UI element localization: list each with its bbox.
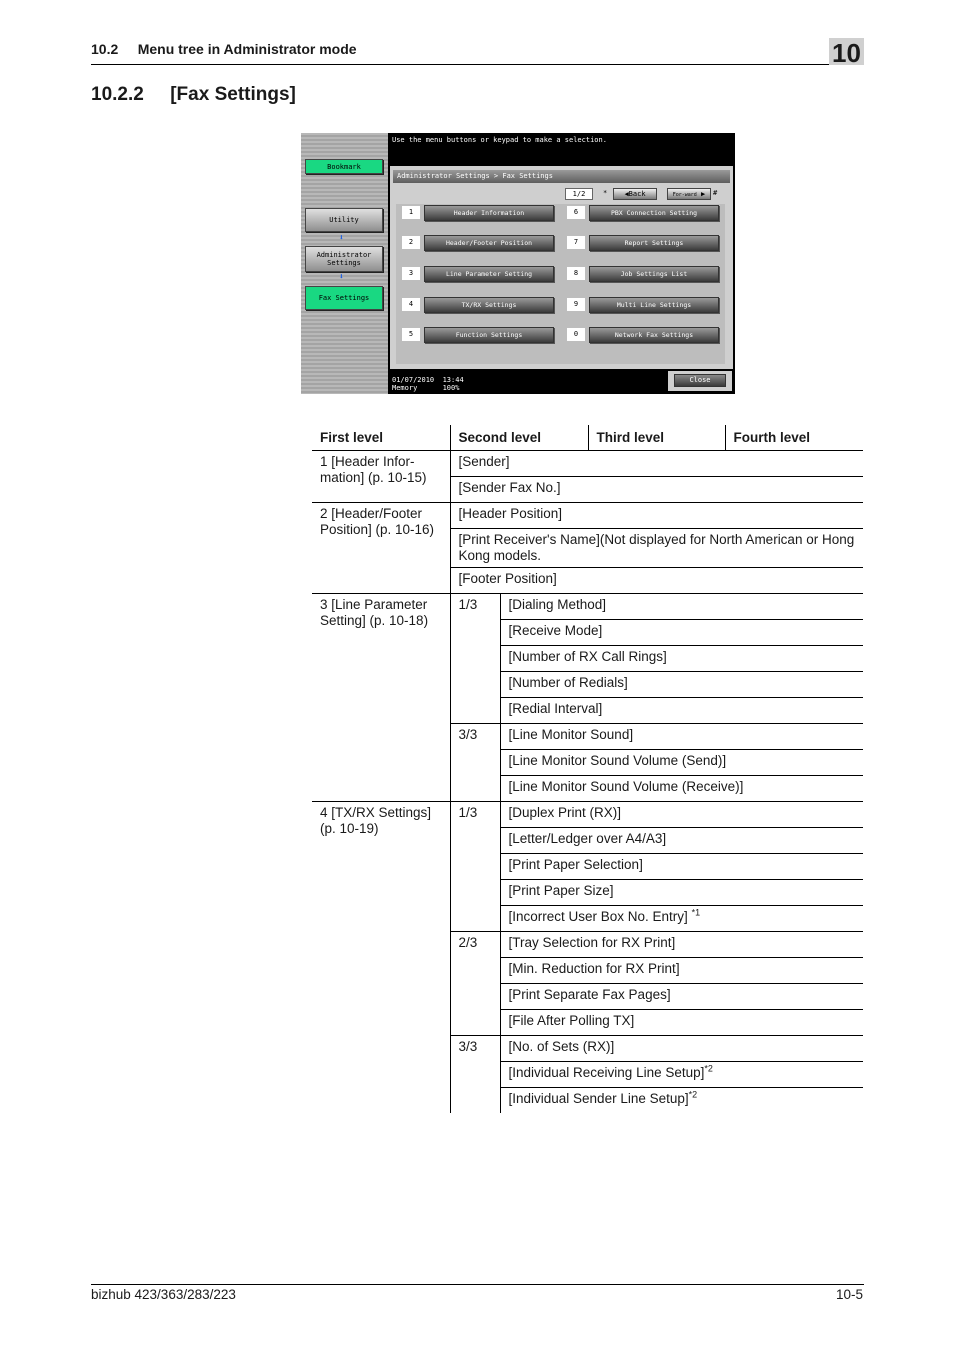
menu-button-network-fax-settings[interactable]: Network Fax Settings [589,327,719,343]
menu-button-tx-rx-settings[interactable]: TX/RX Settings [424,297,554,313]
menu-number: 6 [567,206,585,219]
item-cell: [Redial Interval] [500,698,863,724]
page-cell: 1/3 [450,802,500,932]
bookmark-button[interactable]: Bookmark [305,159,383,174]
section-number: 10.2 [91,41,119,57]
item-cell [500,1062,863,1088]
memory-label: Memory [392,384,418,392]
menu-button-line-parameter-setting[interactable]: Line Parameter Setting [424,266,554,282]
hash-key-icon: # [713,189,718,197]
star-key-icon: * [603,189,608,197]
menu-panel [396,204,725,364]
page-cell: 1/3 [450,594,500,724]
menu-button-header-footer-position[interactable]: Header/Footer Position [424,235,554,251]
fax-settings-button[interactable]: Fax Settings [305,286,383,310]
memory-value: 100% [442,384,460,392]
close-button[interactable]: Close [674,374,726,387]
screen-breadcrumb: Administrator Settings > Fax Settings [393,170,730,183]
item-cell: [Dialing Method] [500,594,863,620]
first-level-cell: 2 [Header/Footer Position] (p. 10-16) [312,503,450,594]
first-level-cell: 1 [Header Infor-mation] (p. 10-15) [312,451,450,503]
status-time: 13:44 [442,376,464,384]
page-cell: 3/3 [450,1036,500,1114]
page-indicator: 1/2 [565,188,593,200]
screen-message: Use the menu buttons or keypad to make a selection. [392,136,607,144]
header-rule [91,64,864,65]
footer-product: bizhub 423/363/283/223 [91,1287,236,1302]
back-label: Back [628,190,646,198]
page-cell: 3/3 [450,724,500,802]
page-title [91,84,296,106]
column-header: Third level [588,425,725,451]
menu-button-report-settings[interactable]: Report Settings [589,235,719,251]
screen-window [390,166,733,369]
menu-number: 8 [567,267,585,280]
second-level-cell: [Print Receiver's Name](Not displayed for North American or Hong Kong models. [450,529,863,568]
footer-page-number: 10-5 [835,1287,863,1302]
menu-button-job-settings-list[interactable]: Job Settings List [589,266,719,282]
column-header: Second level [450,425,588,451]
menu-number: 2 [402,236,420,249]
item-cell: [File After Polling TX] [500,1010,863,1036]
arrow-right-icon: ▶ [701,190,706,198]
section-title: Menu tree in Administrator mode [137,41,357,57]
item-text: [Incorrect User Box No. Entry] [508,909,688,924]
screen-sidebar [301,133,388,394]
item-cell [500,906,863,932]
item-cell: [Tray Selection for RX Print] [500,932,863,958]
title-number: 10.2.2 [91,84,144,105]
item-cell: [Number of RX Call Rings] [500,646,863,672]
forward-label: For-ward [672,192,697,198]
menu-number: 4 [402,298,420,311]
menu-button-header-information[interactable]: Header Information [424,205,554,221]
footer-rule [91,1284,864,1285]
status-bar [392,376,464,392]
menu-number: 0 [567,328,585,341]
utility-button[interactable]: Utility [305,208,383,232]
item-text: [Individual Sender Line Setup] [508,1091,689,1106]
arrow-down-icon: ⬇ [339,233,344,242]
item-text: [Individual Receiving Line Setup] [508,1065,705,1080]
menu-number: 3 [402,267,420,280]
item-cell: [Print Paper Size] [500,880,863,906]
item-cell: [No. of Sets (RX)] [500,1036,863,1062]
chapter-badge: 10 [829,38,864,65]
menu-number: 5 [402,328,420,341]
footnote-mark: *2 [688,1089,698,1100]
menu-number: 1 [402,206,420,219]
item-cell: [Print Paper Selection] [500,854,863,880]
menu-number: 9 [567,298,585,311]
close-area [668,371,732,391]
first-level-cell: 4 [TX/RX Settings] (p. 10-19) [320,805,432,836]
column-header: Fourth level [725,425,863,451]
item-cell: [Min. Reduction for RX Print] [500,958,863,984]
second-level-cell: [Sender] [450,451,863,477]
item-cell [500,1088,863,1114]
item-cell: [Line Monitor Sound] [500,724,863,750]
second-level-cell: [Footer Position] [450,568,863,594]
menu-button-pbx-connection-setting[interactable]: PBX Connection Setting [589,205,719,221]
footnote-mark: *2 [704,1063,713,1074]
second-level-cell: [Header Position] [450,503,863,529]
arrow-left-icon: ◀ [624,190,629,198]
column-header: First level [312,425,450,451]
second-level-cell: [Sender Fax No.] [450,477,863,503]
item-cell: [Print Separate Fax Pages] [500,984,863,1010]
title-text: [Fax Settings] [170,84,296,105]
table-row [312,451,863,477]
table-row [312,802,863,828]
arrow-down-icon: ⬇ [339,272,344,281]
footnote-mark: *1 [691,907,701,918]
item-cell: [Duplex Print (RX)] [500,802,863,828]
forward-button[interactable] [667,188,711,200]
item-cell: [Line Monitor Sound Volume (Receive)] [500,776,863,802]
back-button[interactable] [613,188,657,200]
table-row [312,503,863,529]
first-level-cell: 3 [Line Parameter Setting] (p. 10-18) [312,594,450,802]
running-header [91,41,357,57]
menu-button-multi-line-settings[interactable]: Multi Line Settings [589,297,719,313]
item-cell: [Letter/Ledger over A4/A3] [500,828,863,854]
administrator-settings-button[interactable]: Administrator Settings [305,246,383,272]
menu-button-function-settings[interactable]: Function Settings [424,327,554,343]
item-cell: [Line Monitor Sound Volume (Send)] [500,750,863,776]
table-header-row [312,425,863,451]
menu-tree-table [312,425,863,1113]
table-row [312,594,863,620]
page-cell: 2/3 [450,932,500,1036]
status-date: 01/07/2010 [392,376,435,384]
menu-number: 7 [567,236,585,249]
item-cell: [Number of Redials] [500,672,863,698]
device-screenshot [301,133,735,394]
item-cell: [Receive Mode] [500,620,863,646]
